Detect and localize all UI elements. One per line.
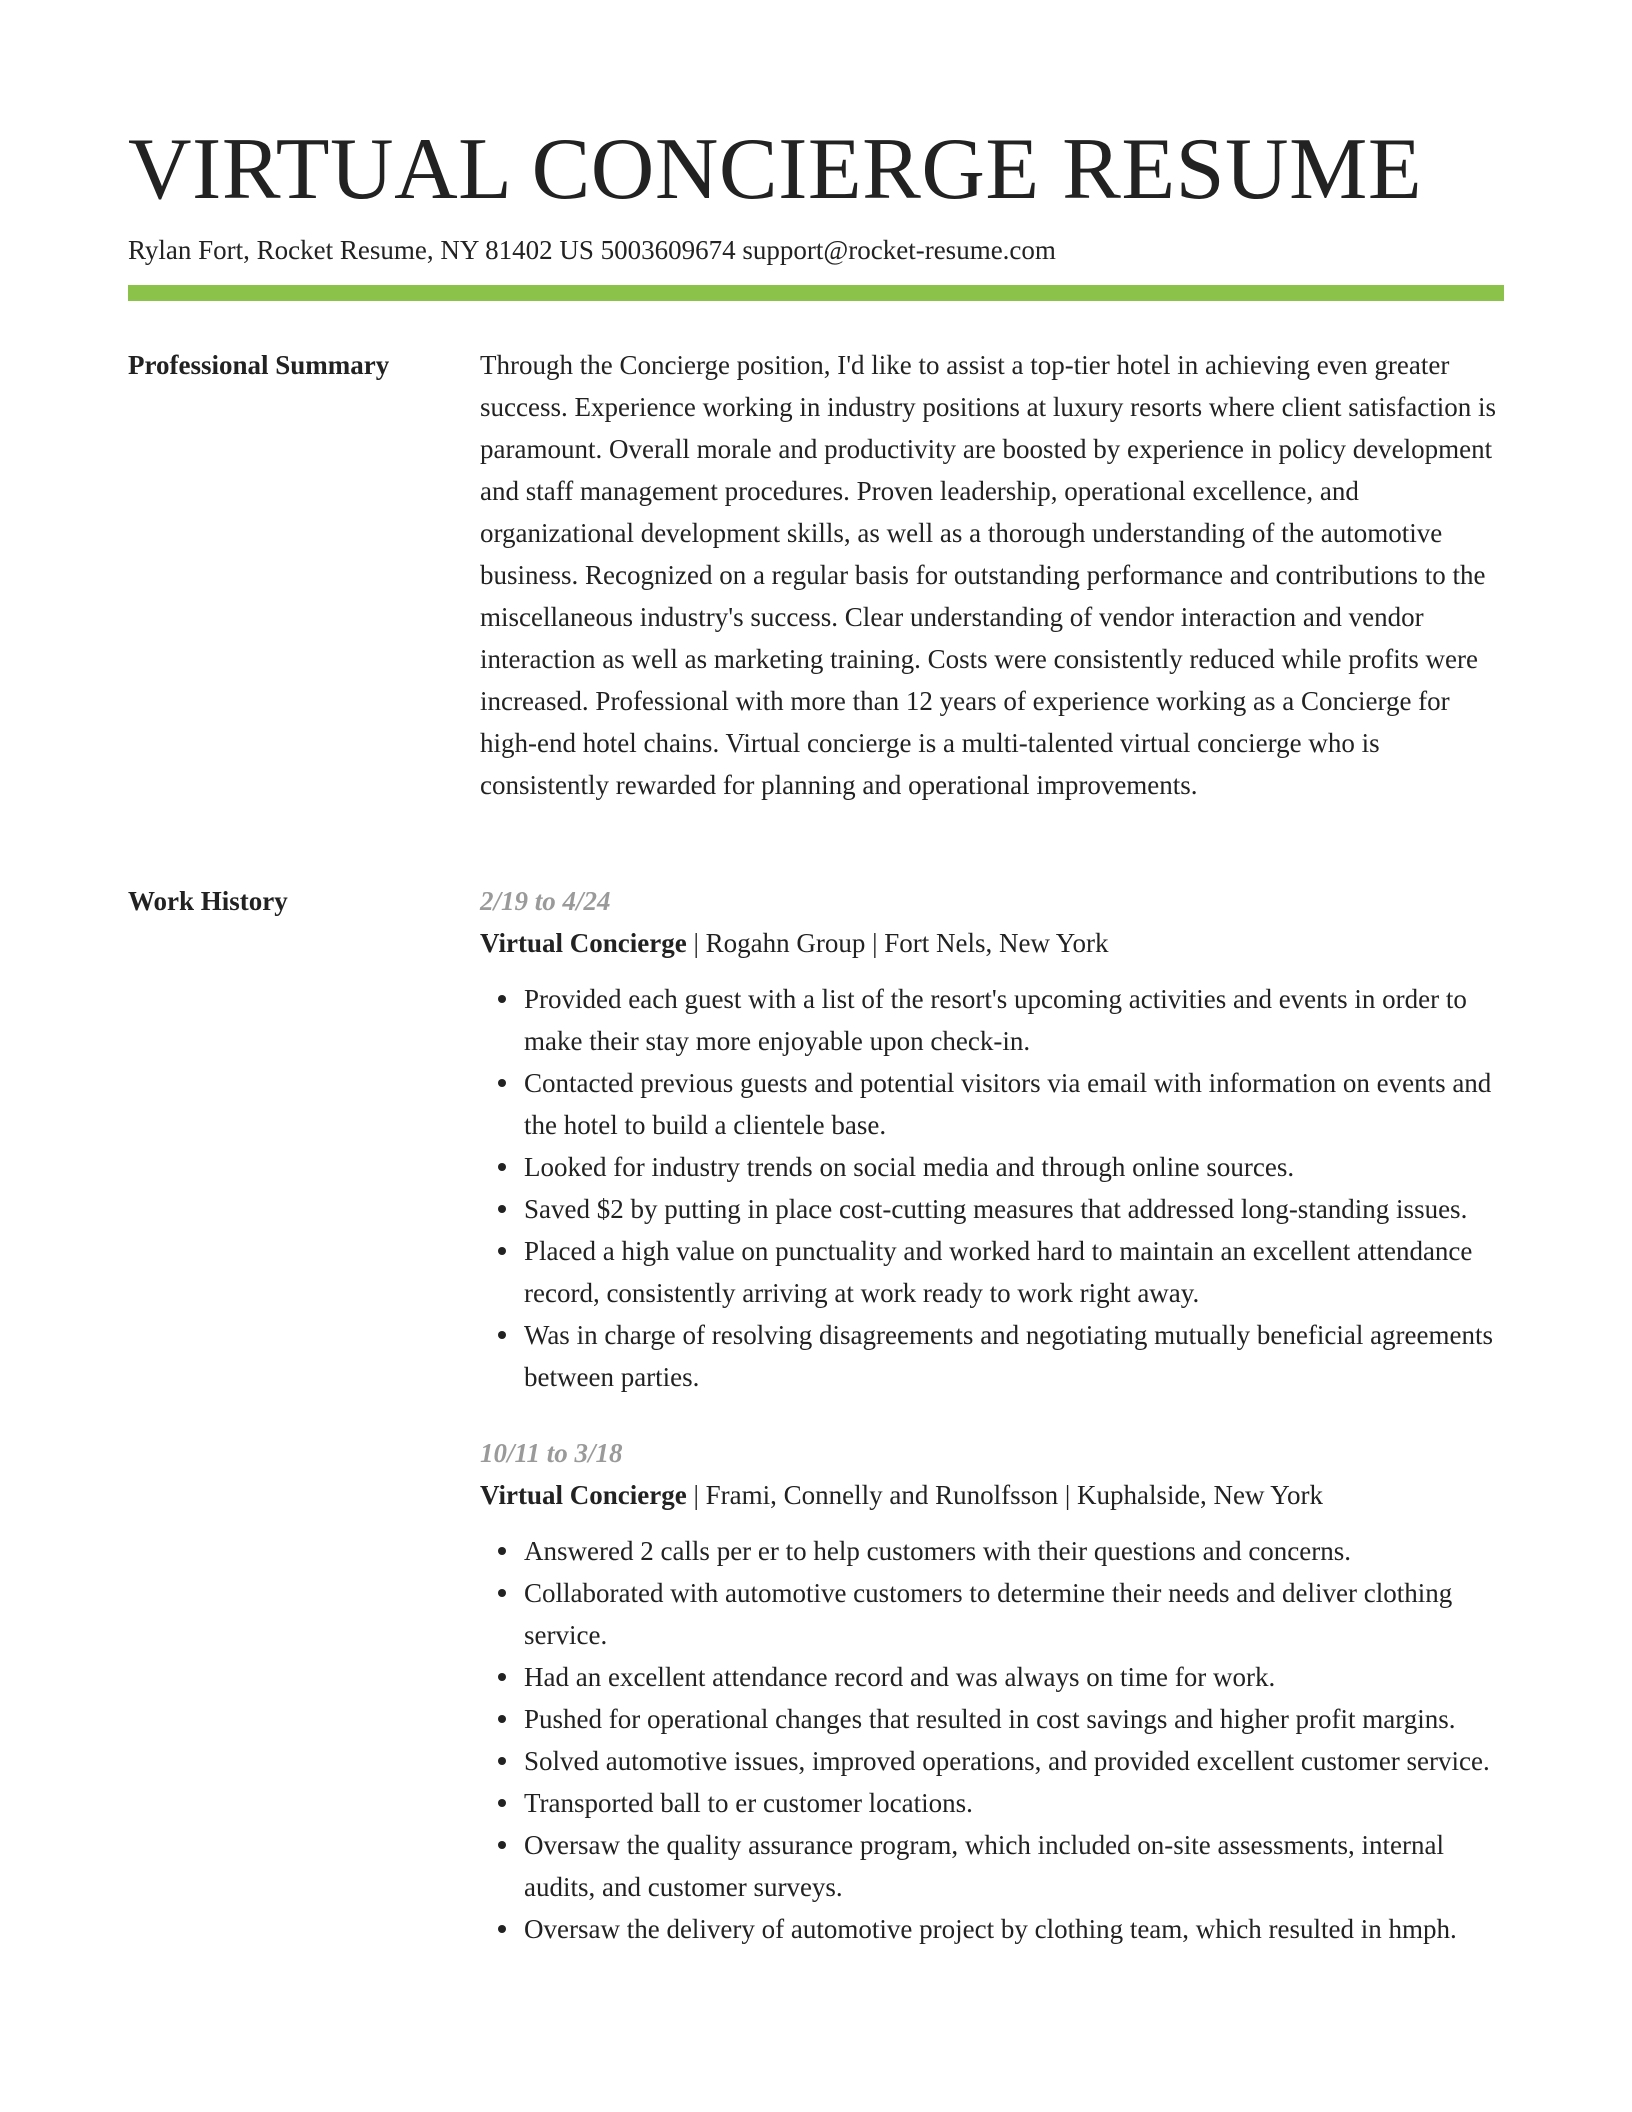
contact-line: Rylan Fort, Rocket Resume, NY 81402 US 5003609674 support@rocket-resume.com bbox=[128, 235, 1056, 265]
job-bullet: Looked for industry trends on social media and through online sources. bbox=[524, 1146, 1504, 1188]
job-bullet: Collaborated with automotive customers to determine their needs and deliver clothing service. bbox=[524, 1572, 1504, 1656]
job-title-line bbox=[480, 922, 1504, 964]
resume-title: VIRTUAL CONCIERGE RESUME bbox=[128, 121, 1423, 218]
job-bullet: Oversaw the quality assurance program, which included on-site assessments, internal audits, and customer surveys. bbox=[524, 1824, 1504, 1908]
job-details: | Rogahn Group | Fort Nels, New York bbox=[686, 928, 1109, 958]
job-entry bbox=[480, 880, 1504, 1398]
summary-text: Through the Concierge position, I'd like to assist a top-tier hotel in achieving even greater success. Experience working in industry positions at luxury resorts where client satisfaction is paramount. Overall morale and productivity are boosted by experience in policy development and staff management procedures. Proven leadership, operational excellence, and organizational development skills, as well as a thorough understanding of the automotive business. Recognized on a regular basis for outstanding performance and contributions to the miscellaneous industry's success. Clear understanding of vendor interaction and vendor interaction as well as marketing training. Costs were consistently reduced while profits were increased. Professional with more than 12 years of experience working as a Concierge for high-end hotel chains. Virtual concierge is a multi-talented virtual concierge who is consistently rewarded for planning and operational improvements. bbox=[480, 350, 1497, 800]
job-bullet: Placed a high value on punctuality and worked hard to maintain an excellent attendance record, consistently arriving at work ready to work right away. bbox=[524, 1230, 1504, 1314]
job-bullets bbox=[480, 1530, 1504, 1950]
job-title-line bbox=[480, 1474, 1504, 1516]
job-bullets bbox=[480, 978, 1504, 1398]
header-accent-rule bbox=[128, 285, 1504, 301]
work-history-body bbox=[480, 880, 1504, 1984]
job-title: Virtual Concierge bbox=[480, 928, 687, 958]
section-label-professional-summary: Professional Summary bbox=[128, 350, 390, 380]
job-bullet: Was in charge of resolving disagreements and negotiating mutually beneficial agreements between parties. bbox=[524, 1314, 1504, 1398]
section-label-work-history: Work History bbox=[128, 886, 288, 916]
job-bullet: Pushed for operational changes that resulted in cost savings and higher profit margins. bbox=[524, 1698, 1504, 1740]
job-bullet: Transported ball to er customer locations. bbox=[524, 1782, 1504, 1824]
job-bullet: Solved automotive issues, improved operations, and provided excellent customer service. bbox=[524, 1740, 1504, 1782]
job-bullet: Provided each guest with a list of the resort's upcoming activities and events in order to make their stay more enjoyable upon check-in. bbox=[524, 978, 1504, 1062]
job-bullet: Contacted previous guests and potential visitors via email with information on events and the hotel to build a clientele base. bbox=[524, 1062, 1504, 1146]
job-dates: 2/19 to 4/24 bbox=[480, 886, 611, 916]
job-title: Virtual Concierge bbox=[480, 1480, 687, 1510]
job-bullet: Saved $2 by putting in place cost-cutting measures that addressed long-standing issues. bbox=[524, 1188, 1504, 1230]
job-dates: 10/11 to 3/18 bbox=[480, 1438, 623, 1468]
job-entry bbox=[480, 1432, 1504, 1950]
job-bullet: Had an excellent attendance record and was always on time for work. bbox=[524, 1656, 1504, 1698]
job-details: | Frami, Connelly and Runolfsson | Kuphalside, New York bbox=[686, 1480, 1323, 1510]
job-bullet: Oversaw the delivery of automotive project by clothing team, which resulted in hmph. bbox=[524, 1908, 1504, 1950]
job-bullet: Answered 2 calls per er to help customers with their questions and concerns. bbox=[524, 1530, 1504, 1572]
summary-body bbox=[480, 344, 1504, 806]
